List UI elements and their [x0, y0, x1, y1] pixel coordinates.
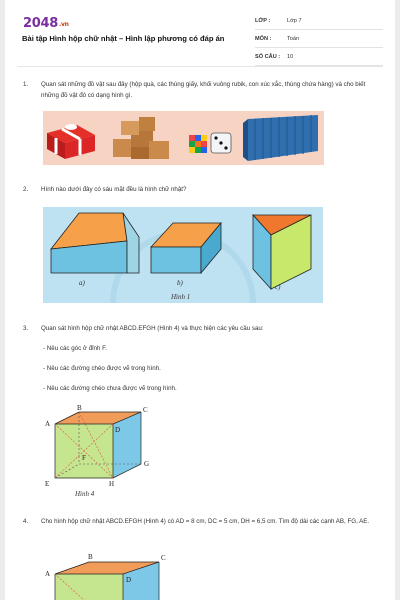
figure-b-label: b)	[177, 279, 183, 287]
vertex-c: C	[143, 406, 148, 414]
vertex-e: E	[45, 480, 50, 488]
figure-a-label: a)	[79, 279, 85, 287]
site-logo[interactable]: 2048.vn	[23, 16, 69, 31]
objects-image	[43, 111, 324, 165]
gift-box-icon	[47, 124, 95, 159]
cardboard-boxes-icon	[113, 117, 169, 159]
vertex-a-2: A	[45, 570, 51, 578]
vertex-d: D	[115, 426, 121, 434]
figure-1-caption: Hình 1	[171, 293, 191, 301]
vertex-c-2: C	[161, 554, 166, 562]
vertex-a: A	[45, 420, 51, 428]
vertex-f: F	[82, 454, 86, 462]
figure-a	[51, 213, 139, 273]
info-row-class: LỚP : Lớp 7	[255, 14, 383, 30]
vertex-g: G	[144, 460, 150, 468]
figure-b	[151, 223, 221, 273]
figure-4-caption: Hình 4	[75, 490, 95, 498]
info-row-subject: MÔN : Toán	[255, 32, 383, 48]
vertex-h: H	[109, 480, 115, 488]
vertex-b-2: B	[88, 553, 93, 561]
question-3-item-3: - Nêu các đường chéo chưa được vẽ trong hình.	[43, 385, 177, 392]
document-title: Bài tập Hình hộp chữ nhật – Hình lập phương có đáp án	[22, 34, 225, 43]
figure-1-image	[43, 207, 323, 303]
figure-c	[253, 215, 311, 289]
question-3-item-1: - Nêu các góc ở đỉnh F.	[43, 345, 107, 352]
rubik-cube-icon	[189, 135, 207, 153]
dice-icon	[211, 133, 231, 153]
figure-c-label: c)	[275, 283, 281, 291]
document-page: 2048.vn Bài tập Hình hộp chữ nhật – Hình lập phương có đáp án LỚP : Lớp 7 MÔN : Toán SỐ CÂU : 10 1. Quan sát những đồ vật sau đây (hộp quà, các thùng giấy, khối vuông rubik, con xúc xắc, thùng chứa hàng) và cho biết những đồ vật đó có dạng hình gì. 2. Hình nào dưới đây có sáu mặt đều là hình chữ nhật? a) b) c) Hình 1 3. Quan sát hình hộp chữ nhật ABCD.EFGH (Hình 4) và thực hiện các yêu cầu sau: - Nêu các góc ở đỉnh F. - Nêu các đường chéo được vẽ trong hình. - Nêu các đường chéo chưa được vẽ trong hình. A B C D E F G H Hình 4 4. Cho hình hộp chữ nhật ABCD.EFGH (Hình 4) có AD = 8 cm, DC = 5 cm, DH = 6,5 cm. Tìm độ dài các cạnh AB, FG, AE. A B C D	[5, 0, 395, 600]
document-info	[255, 14, 383, 68]
figure-4-box	[35, 402, 165, 498]
figure-4-box-repeat	[35, 550, 175, 600]
vertex-b: B	[77, 404, 82, 412]
header-divider	[17, 66, 383, 67]
vertex-d-2: D	[126, 576, 132, 584]
question-3-item-2: - Nêu các đường chéo được vẽ trong hình.	[43, 365, 161, 372]
shipping-container-icon	[243, 115, 318, 161]
info-row-question-count: SỐ CÂU : 10	[255, 50, 383, 66]
